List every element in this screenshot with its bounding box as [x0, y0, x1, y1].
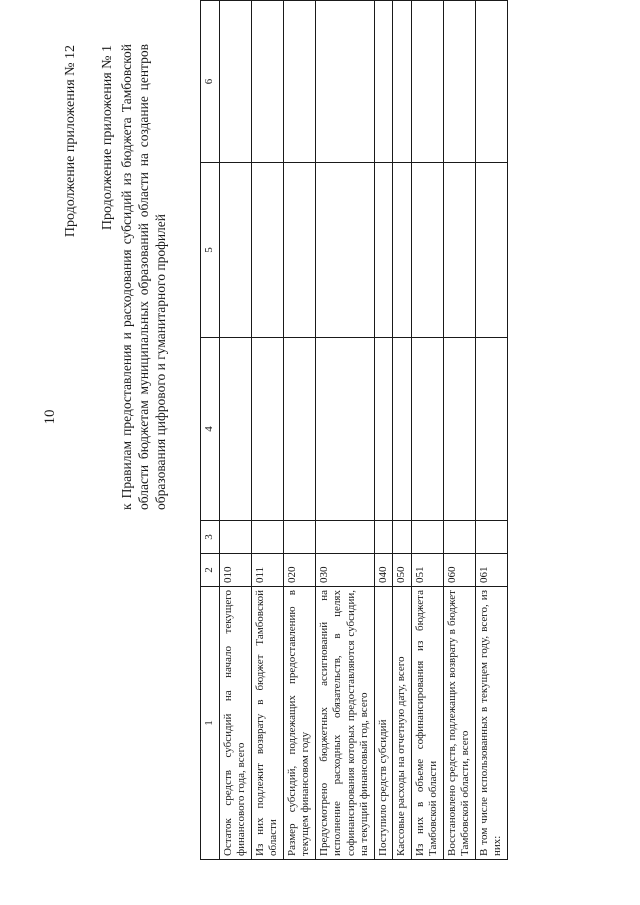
empty-cell [251, 521, 283, 554]
row-code: 050 [393, 554, 412, 587]
empty-cell [374, 1, 393, 163]
empty-cell [443, 1, 475, 163]
row-label: Остаток средств субсидий на начало текущего финансового года, всего [219, 587, 251, 860]
empty-cell [393, 521, 412, 554]
empty-cell [315, 163, 374, 338]
empty-cell [315, 338, 374, 521]
empty-cell [475, 338, 507, 521]
column-header: 1 [201, 587, 220, 860]
empty-cell [219, 1, 251, 163]
table-row [393, 1, 412, 860]
row-code: 040 [374, 554, 393, 587]
rules-heading: к Правилам предоставления и расходования субсидий из бюджета Тамбовской области бюджетам муниципальных образований области на создание центров образования цифрового и гуманитарного профилей [119, 44, 168, 510]
empty-cell [283, 163, 315, 338]
row-code: 020 [283, 554, 315, 587]
empty-cell [393, 338, 412, 521]
row-label: Из них в объеме софинансирования из бюджета Тамбовской области [411, 587, 443, 860]
row-label: Из них подлежит возврату в бюджет Тамбовской области [251, 587, 283, 860]
row-label: Кассовые расходы на отчетную дату, всего [393, 587, 412, 860]
row-label: Поступило средств субсидий [374, 587, 393, 860]
column-header: 4 [201, 338, 220, 521]
empty-cell [219, 163, 251, 338]
table-header-row [201, 1, 220, 860]
table-row [411, 1, 443, 860]
table-row [219, 1, 251, 860]
table-row [315, 1, 374, 860]
row-label: Восстановлено средств, подлежащих возврату в бюджет Тамбовской области, всего [443, 587, 475, 860]
empty-cell [475, 163, 507, 338]
empty-cell [411, 338, 443, 521]
empty-cell [411, 1, 443, 163]
empty-cell [283, 338, 315, 521]
report-table [200, 0, 508, 860]
empty-cell [283, 1, 315, 163]
table-row [283, 1, 315, 860]
empty-cell [411, 521, 443, 554]
empty-cell [443, 521, 475, 554]
empty-cell [475, 521, 507, 554]
row-code: 011 [251, 554, 283, 587]
row-code: 061 [475, 554, 507, 587]
row-code: 051 [411, 554, 443, 587]
column-header: 3 [201, 521, 220, 554]
appendix-continuation-title: Продолжение приложения № 12 [63, 45, 78, 238]
empty-cell [411, 163, 443, 338]
row-code: 030 [315, 554, 374, 587]
row-label: В том числе использованных в текущем году, всего, из них: [475, 587, 507, 860]
appendix-subtitle: Продолжение приложения № 1 [100, 45, 115, 231]
empty-cell [374, 338, 393, 521]
empty-cell [475, 1, 507, 163]
column-header: 2 [201, 554, 220, 587]
empty-cell [374, 163, 393, 338]
table-row [475, 1, 507, 860]
table-row [251, 1, 283, 860]
empty-cell [374, 521, 393, 554]
empty-cell [393, 163, 412, 338]
empty-cell [393, 1, 412, 163]
page-number: 10 [42, 409, 58, 425]
empty-cell [315, 521, 374, 554]
table-row [374, 1, 393, 860]
row-label: Размер субсидий, подлежащих предоставлению в текущем финансовом году [283, 587, 315, 860]
row-code: 010 [219, 554, 251, 587]
column-header: 6 [201, 1, 220, 163]
row-label: Предусмотрено бюджетных ассигнований на исполнение расходных обязательств, в целях софинансирования которых предоставляются субсидии, на текущий финансовый год, всего [315, 587, 374, 860]
empty-cell [251, 163, 283, 338]
empty-cell [283, 521, 315, 554]
empty-cell [443, 338, 475, 521]
empty-cell [251, 1, 283, 163]
empty-cell [219, 338, 251, 521]
table-row [443, 1, 475, 860]
empty-cell [251, 338, 283, 521]
empty-cell [219, 521, 251, 554]
empty-cell [315, 1, 374, 163]
column-header: 5 [201, 163, 220, 338]
row-code: 060 [443, 554, 475, 587]
empty-cell [443, 163, 475, 338]
